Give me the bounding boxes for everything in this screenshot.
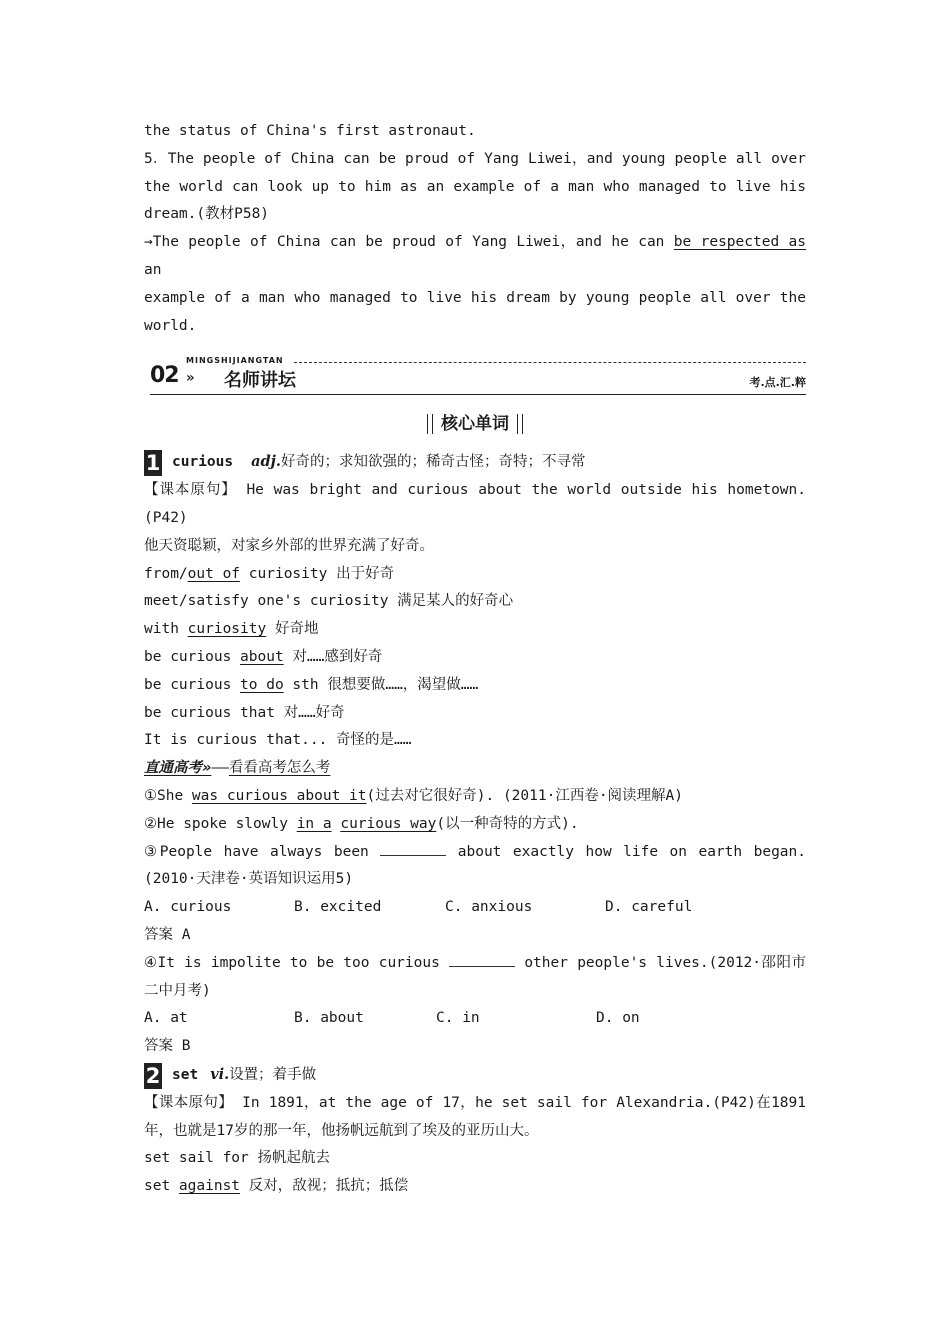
banner-title: 名师讲坛	[224, 370, 296, 392]
entry-meaning: 设置；着手做	[229, 1066, 317, 1083]
bar-icon	[427, 414, 433, 434]
text-line: (P42)	[144, 509, 188, 526]
phrase-line: with curiosity 好奇地	[144, 621, 319, 638]
entry-heading	[144, 448, 806, 477]
answer-blank	[449, 952, 515, 967]
example-line: ①She was curious about it(过去对它很好奇). (2011·江西卷·阅读理解A)	[144, 787, 684, 804]
banner-arrow-icon: »	[186, 370, 195, 387]
entry-word: curious	[172, 454, 234, 471]
entry-word: set	[172, 1066, 199, 1083]
banner-number: 02	[150, 363, 179, 389]
text-line: the status of China's first astronaut.	[144, 123, 476, 139]
question-line: ④It is impolite to be too curious other people's lives.(2012·邵阳市	[144, 950, 806, 978]
text-line: the world can look up to him as an example of a man who managed to live his	[144, 178, 806, 195]
answer-line: 答案 B	[144, 1038, 191, 1055]
entry-pos: vi.	[210, 1065, 230, 1083]
page-content	[144, 118, 806, 1201]
question-source: (2010·天津卷·英语知识运用5)	[144, 871, 354, 888]
text-line: world.	[144, 317, 197, 334]
phrase-line: be curious that 对……好奇	[144, 704, 345, 721]
text-line: →The people of China can be proud of Yang Liwei，and he can be respected as an	[144, 234, 807, 278]
text-line: 5．The people of China can be proud of Yang Liwei，and young people all over	[144, 150, 806, 167]
text-line: dream.(教材P58)	[144, 206, 270, 223]
banner-rule	[150, 394, 806, 395]
phrase-line: from/out of curiosity 出于好奇	[144, 565, 395, 582]
text-line: 【课本原句】 In 1891，at the age of 17，he set sail for Alexandria.(P42)在1891	[144, 1094, 806, 1111]
banner-dashed-rule	[294, 362, 806, 363]
phrase-line: It is curious that... 奇怪的是……	[144, 732, 412, 749]
entry-meaning: 好奇的；求知欲强的；稀奇古怪；奇特；不寻常	[280, 454, 586, 471]
section-title: 核心单词	[144, 408, 806, 440]
entry-number: 1	[145, 451, 161, 476]
entry-heading	[144, 1061, 806, 1090]
entry-pos: adj.	[251, 453, 281, 471]
text-line: example of a man who managed to live his dream by young people all over the	[144, 289, 806, 306]
bar-icon	[517, 414, 523, 434]
options-line: A. at B. about C. in D. on	[144, 1010, 640, 1027]
entry-number: 2	[145, 1063, 161, 1088]
phrase-line: be curious to do sth 很想要做……，渴望做……	[144, 676, 479, 693]
text-line: 【课本原句】 He was bright and curious about the world outside his hometown.	[144, 482, 806, 499]
banner-right-label: 考.点.汇.粹	[749, 376, 806, 390]
question-source: 二中月考)	[144, 982, 211, 999]
options-line: A. curious B. excited C. anxious D. careful	[144, 899, 693, 916]
banner-pinyin: MINGSHIJIANGTAN	[186, 356, 284, 366]
section-banner	[144, 354, 806, 400]
phrase-line: meet/satisfy one's curiosity 满足某人的好奇心	[144, 593, 514, 610]
example-line: ②He spoke slowly in a curious way(以一种奇特的方式).	[144, 815, 579, 832]
answer-line: 答案 A	[144, 926, 191, 943]
text-line: 他天资聪颖，对家乡外部的世界充满了好奇。	[144, 537, 434, 554]
text-line: 年，也就是17岁的那一年，他扬帆远航到了埃及的亚历山大。	[144, 1122, 539, 1139]
phrase-line: be curious about 对……感到好奇	[144, 648, 383, 665]
answer-blank	[380, 841, 446, 856]
phrase-line: set sail for 扬帆起航去	[144, 1150, 330, 1167]
phrase-line: set against 反对，敌视；抵抗；抵偿	[144, 1178, 409, 1195]
gaokao-heading: 直通高考»——看看高考怎么考	[144, 760, 331, 777]
question-line: ③People have always been about exactly how life on earth began.	[144, 839, 806, 867]
